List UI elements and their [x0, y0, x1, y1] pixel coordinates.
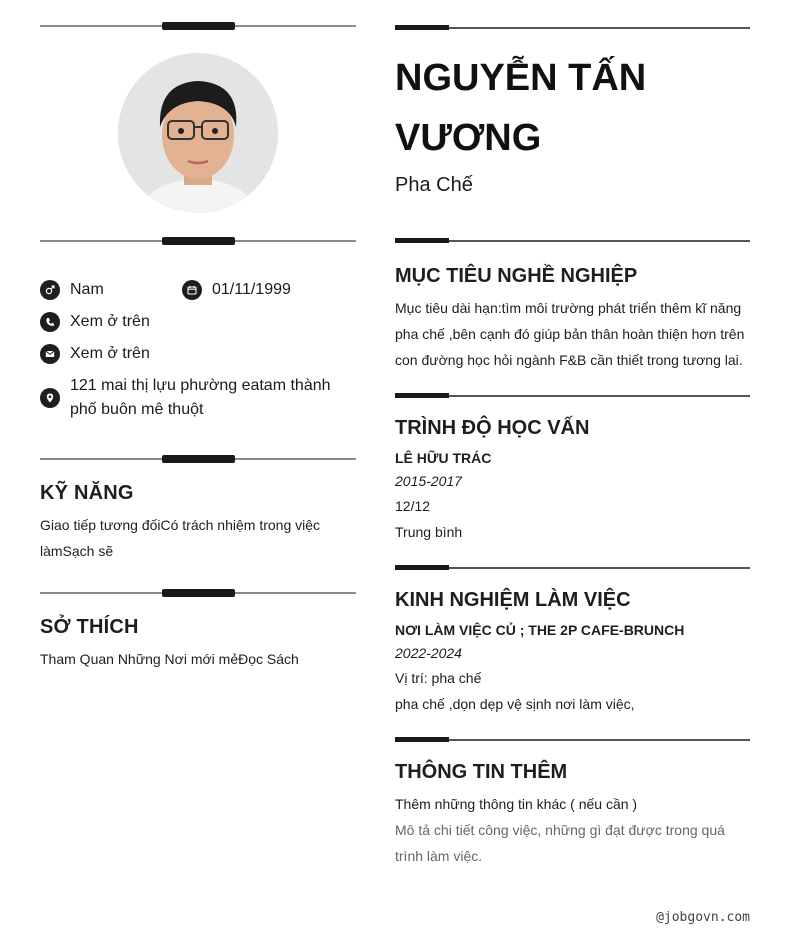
- experience-title: KINH NGHIỆM LÀM VIỆC: [395, 589, 631, 611]
- section-divider: [40, 589, 356, 597]
- experience-period: 2022-2024: [395, 645, 462, 661]
- email-icon: [40, 344, 60, 364]
- section-divider: [395, 393, 750, 399]
- hobbies-title: SỞ THÍCH: [40, 616, 139, 638]
- birthday-value: 01/11/1999: [212, 281, 291, 298]
- section-divider: [40, 455, 356, 463]
- additional-line2: Mô tả chi tiết công việc, những gì đạt được trong quá trình làm việc.: [395, 822, 725, 864]
- avatar: [118, 53, 278, 213]
- avatar-photo-icon: [118, 53, 278, 213]
- objective-text: Mục tiêu dài hạn:tìm môi trường phát triển thêm kĩ năng pha chế ,bên cạnh đó giúp bản thân hoàn thiện hơn trên con đường học hỏi ngành F&B cần thiết trong tương lai.: [395, 300, 745, 368]
- candidate-name: NGUYỄN TẤN VƯƠNG: [395, 57, 647, 159]
- section-divider: [40, 22, 356, 30]
- address-value: 121 mai thị lựu phường eatam thành phố buôn mê thuột: [70, 377, 331, 418]
- phone-value: Xem ở trên: [70, 313, 150, 330]
- gender-icon: [40, 280, 60, 300]
- section-divider: [395, 25, 750, 31]
- experience-position: Vị trí: pha chế: [395, 670, 482, 686]
- phone-row: [40, 310, 150, 334]
- gender-value: Nam: [70, 281, 104, 298]
- skills-text: Giao tiếp tương đốiCó trách nhiệm trong việc làmSạch sẽ: [40, 517, 321, 559]
- calendar-icon: [182, 280, 202, 300]
- section-divider: [395, 238, 750, 244]
- experience-company: NƠI LÀM VIỆC CỦ ; THE 2P CAFE-BRUNCH: [395, 622, 685, 638]
- skills-title: KỸ NĂNG: [40, 482, 134, 504]
- experience-duties: pha chế ,dọn dẹp vệ sịnh nơi làm việc,: [395, 696, 635, 712]
- education-rank: Trung bình: [395, 524, 463, 540]
- job-title: Pha Chế: [395, 174, 473, 196]
- location-pin-icon: [40, 388, 60, 408]
- education-grade: 12/12: [395, 498, 431, 514]
- gender-row: [40, 278, 104, 302]
- watermark: @jobgovn.com: [656, 910, 750, 925]
- education-period: 2015-2017: [395, 473, 462, 489]
- birthday-row: [182, 278, 291, 302]
- additional-title: THÔNG TIN THÊM: [395, 761, 568, 783]
- education-school: LÊ HỮU TRÁC: [395, 450, 492, 466]
- phone-icon: [40, 312, 60, 332]
- objective-title: MỤC TIÊU NGHỀ NGHIỆP: [395, 265, 638, 287]
- education-title: TRÌNH ĐỘ HỌC VẤN: [395, 417, 590, 439]
- additional-line1: Thêm những thông tin khác ( nếu cần ): [395, 796, 638, 812]
- section-divider: [40, 237, 356, 245]
- email-value: Xem ở trên: [70, 345, 150, 362]
- section-divider: [395, 737, 750, 743]
- section-divider: [395, 565, 750, 571]
- hobbies-text: Tham Quan Những Nơi mới mẻĐọc Sách: [40, 651, 299, 667]
- email-row: [40, 342, 150, 366]
- address-row: [40, 374, 340, 422]
